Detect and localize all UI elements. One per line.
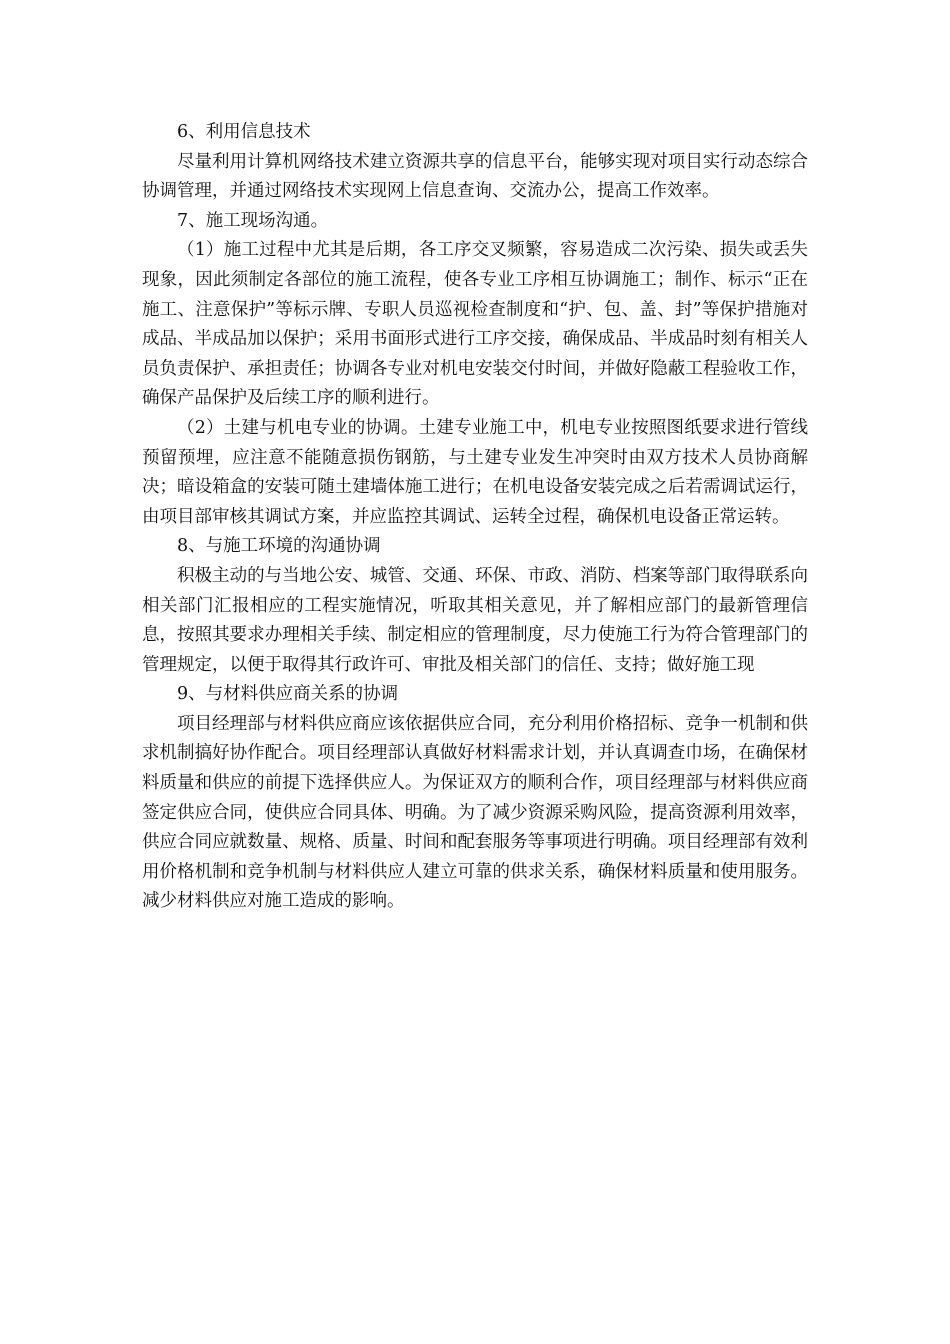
paragraph-supplier-coordination: 项目经理部与材料供应商应该依据供应合同，充分利用价格招标、竞争一机制和供求机制搞好协作配合。项目经理部认真做好材料需求计划，并认真调查巾场，在确保材料质量和供应的前提下选择供应人。为保证双方的顺利合作，项目经理部与材料供应商签定供应合同，使供应合同具体、明确。为了减少资源采购风险，提高资源利用效率，供应合同应就数量、规格、质量、时间和配套服务等事项进行明确。项目经理部有效利用价格机制和竞争机制与材料供应人建立可靠的供求关系，确保材料质量和使用服务。减少材料供应对施工造成的影响。	[142, 713, 808, 912]
section-heading-7: 7、施工现场沟通。	[177, 210, 329, 231]
paragraph-site-communication-1: （1）施工过程中尤其是后期，各工序交叉频繁，容易造成二次污染、损失或丢失现象，因此须制定各部位的施工流程，使各专业工序相互协调施工；制作、标示“正在施工、注意保护”等标示牌、专职人员巡视检查制度和“护、包、盖、封”等保护措施对成品、半成品加以保护；采用书面形式进行工序交接，确保成品、半成品时刻有相关人员负责保护、承担责任；协调各专业对机电安装交付时间，并做好隐蔽工程验收工作，确保产品保护及后续工序的顺利进行。	[142, 240, 808, 409]
section-heading-6: 6、利用信息技术	[177, 122, 311, 142]
document-body	[142, 118, 808, 917]
section-heading-9: 9、与材料供应商关系的协调	[177, 684, 399, 705]
paragraph-info-tech: 尽量利用计算机网络技术建立资源共享的信息平台，能够实现对项目实行动态综合协调管理，并通过网络技术实现网上信息查询、交流办公，提高工作效率。	[142, 151, 808, 202]
paragraph-environment-coordination: 积极主动的与当地公安、城管、交通、环保、市政、消防、档案等部门取得联系向相关部门汇报相应的工程实施情况，听取其相关意见，并了解相应部门的最新管理信息，按照其要求办理相关手续、制定相应的管理制度，尽力使施工行为符合管理部门的管理规定，以便于取得其行政许可、审批及相关部门的信任、支持；做好施工现	[142, 565, 808, 675]
paragraph-site-communication-2: （2）土建与机电专业的协调。土建专业施工中，机电专业按照图纸要求进行管线预留预埋，应注意不能随意损伤钢筋，与土建专业发生冲突时由双方技术人员协商解决；暗设箱盒的安装可随土建墙体施工进行；在机电设备安装完成之后若需调试运行，由项目部审核其调试方案，并应监控其调试、运转全过程，确保机电设备正常运转。	[142, 417, 808, 527]
section-heading-8: 8、与施工环境的沟通协调	[177, 536, 381, 557]
